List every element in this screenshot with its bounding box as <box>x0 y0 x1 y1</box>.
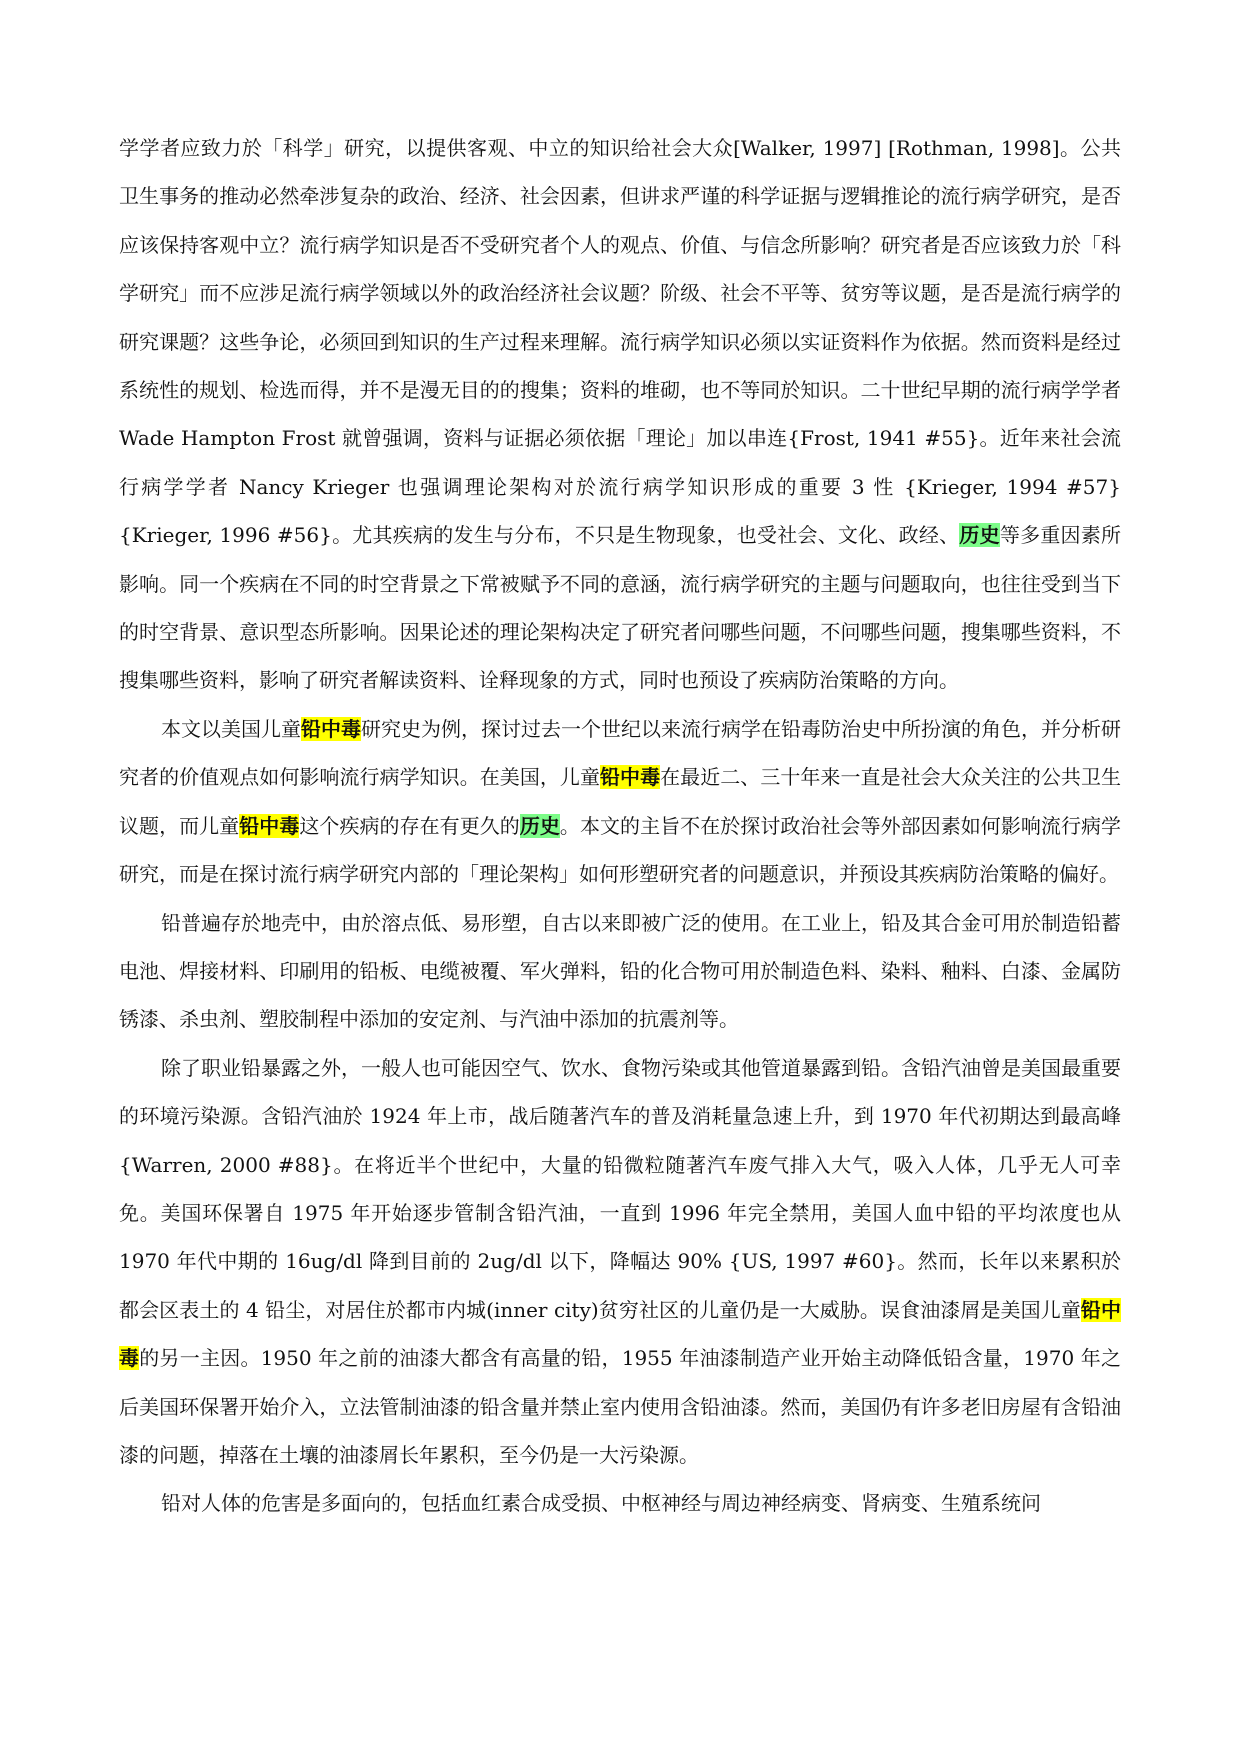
highlight-history: 历史 <box>959 523 1000 548</box>
text-segment: 研究史为例，探讨过去一个世纪以来流行病学在铅毒防治史中所扮演的角色，并分析研究者的价值观点如何影响流行病学知识。在美国，儿童 <box>119 716 1121 790</box>
highlight-history: 历史 <box>519 813 560 838</box>
paragraph-5 <box>119 1479 1121 1527</box>
text-segment: 本文以美国儿童 <box>161 716 301 741</box>
text-segment: 除了职业铅暴露之外，一般人也可能因空气、饮水、食物污染或其他管道暴露到铅。含铅汽油曾是美国最重要的环境污染源。含铅汽油於 1924 年上市，战后随著汽车的普及消耗量急速上升，到 1970 年代初期达到最高峰{Warren, 2000 #88}。在将近半个世纪中，大量的铅微粒随著汽车废气排入大气，吸入人体，几乎无人可幸免。美国环保署自 1975 年开始逐步管制含铅汽油，一直到 1996 年完全禁用，美国人血中铅的平均浓度也从 1970 年代中期的 16ug/dl 降到目前的 2ug/dl 以下，降幅达 90% {US, 1997 #60}。然而，长年以来累积於都会区表土的 4 铅尘，对居住於都市内城(inner city)贫穷社区的儿童仍是一大威胁。误食油漆屑是美国儿童 <box>119 1055 1121 1322</box>
text-segment: 等多重因素所影响。同一个疾病在不同的时空背景之下常被赋予不同的意涵，流行病学研究的主题与问题取向，也往往受到当下的时空背景、意识型态所影响。因果论述的理论架构决定了研究者问哪些问题，不问哪些问题，搜集哪些资料，不搜集哪些资料，影响了研究者解读资料、诠释现象的方式，同时也预设了疾病防治策略的方向。 <box>119 523 1122 693</box>
text-segment: 铅普遍存於地壳中，由於溶点低、易形塑，自古以来即被广泛的使用。在工业上，铅及其合金可用於制造铅蓄电池、焊接材料、印刷用的铅板、电缆被覆、军火弹料，铅的化合物可用於制造色料、染料、釉料、白漆、金属防锈漆、杀虫剂、塑胶制程中添加的安定剂、与汽油中添加的抗震剂等。 <box>119 910 1121 1032</box>
text-segment: 这个疾病的存在有更久的 <box>299 813 520 838</box>
highlight-lead-poisoning: 铅中毒 <box>301 716 361 741</box>
highlight-lead-poisoning: 铅中毒 <box>599 765 661 790</box>
paragraph-4 <box>119 1044 1121 1480</box>
text-segment: 。本文的主旨不在於探讨政治社会等外部因素如何影响流行病学研究，而是在探讨流行病学研究内部的「理论架构」如何形塑研究者的问题意识，并预设其疾病防治策略的偏好。 <box>119 813 1122 887</box>
text-segment: 学学者应致力於「科学」研究，以提供客观、中立的知识给社会大众[Walker, 1997] [Rothman, 1998]。公共卫生事务的推动必然牵涉复杂的政治、经济、社会因素，但讲求严谨的科学证据与逻辑推论的流行病学研究，是否应该保持客观中立？流行病学知识是否不受研究者个人的观点、价值、与信念所影响？研究者是否应该致力於「科学研究」而不应涉足流行病学领域以外的政治经济社会议题？阶级、社会不平等、贫穷等议题，是否是流行病学的研究课题？这些争论，必须回到知识的生产过程来理解。流行病学知识必须以实证资料作为依据。然而资料是经过系统性的规划、检选而得，并不是漫无目的的搜集；资料的堆砌，也不等同於知识。二十世纪早期的流行病学学者 Wade Hampton Frost 就曾强调，资料与证据必须依据「理论」加以串连{Frost, 1941 #55}。近年来社会流行病学学者 Nancy Krieger 也强调理论架构对於流行病学知识形成的重要 3 性 {Krieger, 1994 #57}{Krieger, 1996 #56}。尤其疾病的发生与分布，不只是生物现象，也受社会、文化、政经、 <box>119 136 1121 548</box>
highlight-lead-poisoning: 铅中毒 <box>239 813 300 838</box>
paragraph-1 <box>119 124 1121 705</box>
highlight-lead-poisoning: 铅中毒 <box>119 1297 1122 1371</box>
document-body <box>119 124 1121 1528</box>
paragraph-3 <box>119 899 1121 1044</box>
text-segment: 在最近二、三十年来一直是社会大众关注的公共卫生议题，而儿童 <box>119 765 1122 838</box>
text-segment: 铅对人体的危害是多面向的，包括血红素合成受损、中枢神经与周边神经病变、肾病变、生殖系统问 <box>161 1491 1041 1516</box>
text-segment: 的另一主因。1950 年之前的油漆大都含有高量的铅，1955 年油漆制造产业开始主动降低铅含量，1970 年之后美国环保署开始介入，立法管制油漆的铅含量并禁止室内使用含铅油漆。然而，美国仍有许多老旧房屋有含铅油漆的问题，掉落在土壤的油漆屑长年累积，至今仍是一大污染源。 <box>119 1346 1121 1467</box>
paragraph-2 <box>119 705 1121 899</box>
